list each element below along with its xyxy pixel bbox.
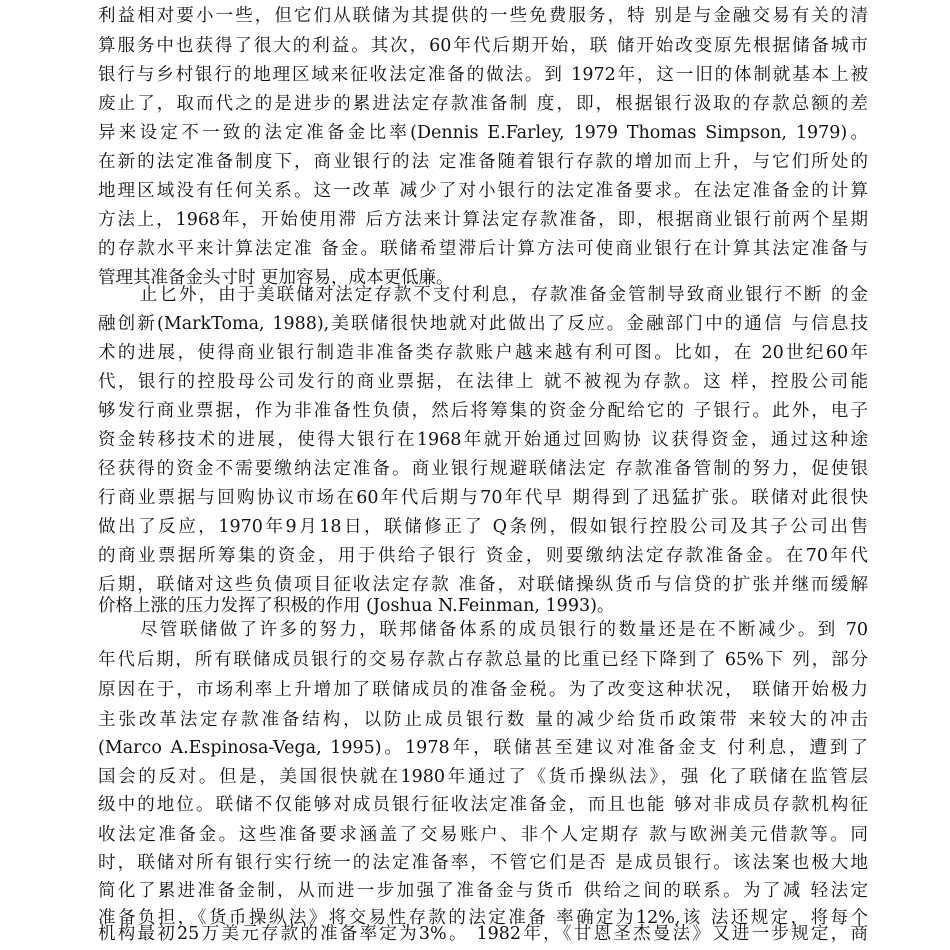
text-line: 后期，联储对这些负债项目征收法定存款 准备，对联储操纵货币与信贷的扩张并继而缓解 [98,575,868,595]
text-line: 的商业票据所筹集的资金，用于供给子银行 资金，则要缴纳法定存款准备金。在70年代 [98,546,868,566]
text-line: 融创新(MarkToma, 1988),美联储很快地就对此做出了反应。金融部门中的通信 与信息技 [98,314,868,334]
text-line: 资金转移技术的进展，使得大银行在1968年就开始通过回购协 议获得资金，通过这种途 [98,430,868,450]
text-line: 够发行商业票据，作为非准备性负债，然后将筹集的资金分配给它的 子银行。此外，电子 [98,401,868,421]
text-line: 废止了，取而代之的是进步的累进法定存款准备制 度，即，根据银行汲取的存款总额的差 [98,94,868,114]
text-line: 管理其准备金头寸时 更加容易，成本更低廉。 [98,268,454,288]
text-line: 机构最初25万美元存款的准备率定为3%。 1982年，《甘恩圣杰曼法》又进一步规定，商 [98,924,868,944]
text-line: 止匕外，由于美联储对法定存款不支付利息，存款准备金管制导致商业银行不断 的金 [140,285,868,305]
text-line: 异来设定不一致的法定准备金比率(Dennis E.Farley, 1979 Thomas Simpson, 1979)。 [98,123,868,143]
text-line: 在新的法定准备制度下，商业银行的法 定准备随着银行存款的增加而上升，与它们所处的 [98,152,868,172]
text-line: 尽管联储做了许多的努力，联邦储备体系的成员银行的数量还是在不断减少。到 70 [140,620,868,640]
text-line: 准备负担，《货币操纵法》将交易性存款的法定准备 率确定为12%,该 法还规定，将每个 [98,908,868,928]
text-line: 方法上，1968年，开始使用滞 后方法来计算法定存款准备，即，根据商业银行前两个星期 [98,210,868,230]
text-line: 算服务中也获得了很大的利益。其次，60年代后期开始，联 储开始改变原先根据储备城市 [98,36,868,56]
text-line: 原因在于，市场利率上升增加了联储成员的准备金税。为了改变这种状况， 联储开始极力 [98,680,868,700]
text-line: 简化了累进准备金制，从而进一步加强了准备金与货币 供给之间的联系。为了减 轻法定 [98,881,868,901]
text-line: 地理区域没有任何关系。这一改革 减少了对小银行的法定准备要求。在法定准备金的计算 [98,181,868,201]
text-line: (Marco A.Espinosa-Vega, 1995)。1978年，联储甚至建议对准备金支 付利息，遭到了 [98,738,868,758]
text-line: 的存款水平来计算法定准 备金。联储希望滞后计算方法可使商业银行在计算其法定准备与 [98,239,868,259]
text-line: 术的进展，使得商业银行制造非准备类存款账户越来越有利可图。比如，在 20世纪60年 [98,343,868,363]
text-line: 时，联储对所有银行实行统一的法定准备率，不管它们是否 是成员银行。该法案也极大地 [98,853,868,873]
text-line: 国会的反对。但是，美国很快就在1980年通过了《货币操纵法》，强 化了联储在监管层 [98,767,868,787]
text-line: 主张改革法定存款准备结构，以防止成员银行数 量的减少给货币政策带 来较大的冲击 [98,710,868,730]
text-line: 收法定准备金。这些准备要求涵盖了交易账户、非个人定期存 款与欧洲美元借款等。同 [98,825,868,845]
text-line: 年代后期，所有联储成员银行的交易存款占存款总量的比重已经下降到了 65%下 列，部分 [98,650,868,670]
text-line: 做出了反应，1970年9月18日，联储修正了 Q条例，假如银行控股公司及其子公司出售 [98,517,868,537]
text-line: 利益相对要小一些，但它们从联储为其提供的一些免费服务，特 别是与金融交易有关的清 [98,6,868,26]
text-line: 级中的地位。联储不仅能够对成员银行征收法定准备金，而且也能 够对非成员存款机构征 [98,795,868,815]
text-line: 径获得的资金不需要缴纳法定准备。商业银行规避联储法定 存款准备管制的努力，促使银 [98,459,868,479]
text-line: 银行与乡村银行的地理区域来征收法定准备的做法。到 1972年，这一旧的体制就基本上被 [98,65,868,85]
text-line: 代，银行的控股母公司发行的商业票据，在法律上 就不被视为存款。这 样，控股公司能 [98,372,868,392]
text-line: 价格上涨的压力发挥了积极的作用 (Joshua N.Feinman, 1993)。 [98,596,615,616]
text-line: 行商业票据与回购协议市场在60年代后期与70年代早 期得到了迅猛扩张。联储对此很快 [98,488,868,508]
